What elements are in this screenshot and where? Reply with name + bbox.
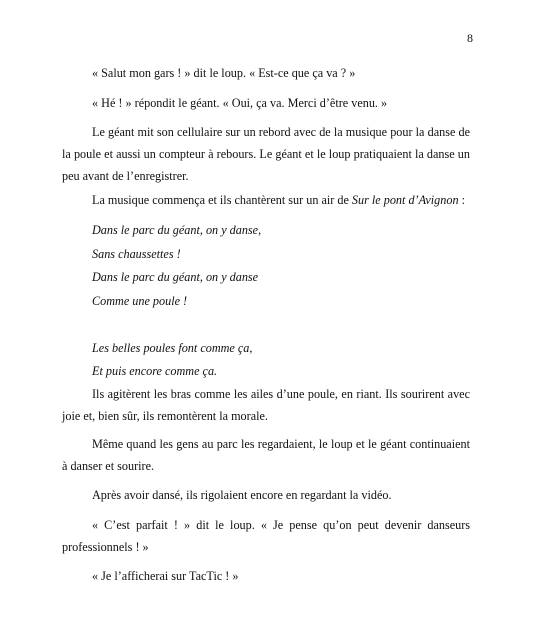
paragraph-music-start: [62, 189, 500, 211]
song-line-1: Dans le parc du géant, on y danse,: [92, 223, 262, 237]
paragraph-phone-setup: Le géant mit son cellulaire sur un rebord avec de la musique pour la danse de la poule et aussi un compteur à rebours. Le géant et le loup pratiquaient la danse un peu avant de l’enregistrer.: [62, 125, 470, 183]
song-line-2: Sans chaussettes !: [92, 247, 181, 261]
paragraph-after-dance: Après avoir dansé, ils rigolaient encore en regardant la vidéo.: [92, 488, 392, 502]
paragraph-greeting-giant: « Hé ! » répondit le géant. « Oui, ça va. Merci d’être venu. »: [92, 96, 388, 110]
song-line-4: Comme une poule !: [92, 294, 188, 308]
paragraph-music-start-text: La musique commença et ils chantèrent sur un air de: [92, 193, 352, 207]
song-title: Sur le pont d’Avignon: [351, 193, 459, 207]
page-number: 8: [467, 31, 473, 45]
song-line-3: Dans le parc du géant, on y danse: [92, 270, 259, 284]
paragraph-tactic: « Je l’afficherai sur TacTic ! »: [92, 569, 239, 583]
paragraph-music-start-end: :: [458, 193, 465, 207]
paragraph-chicken-dance: Ils agitèrent les bras comme les ailes d’une poule, en riant. Ils sourirent avec joie et, bien sûr, ils remontèrent la morale.: [62, 387, 470, 423]
song-line-6: Et puis encore comme ça.: [92, 364, 218, 378]
paragraph-greeting-wolf: « Salut mon gars ! » dit le loup. « Est-ce que ça va ? »: [92, 66, 356, 80]
paragraph-people-watching: Même quand les gens au parc les regardaient, le loup et le géant continuaient à danser et sourire.: [62, 437, 470, 473]
song-line-5: Les belles poules font comme ça,: [92, 341, 253, 355]
paragraph-perfect: « C’est parfait ! » dit le loup. « Je pense qu’on peut devenir danseurs professionnels ! »: [62, 518, 470, 554]
